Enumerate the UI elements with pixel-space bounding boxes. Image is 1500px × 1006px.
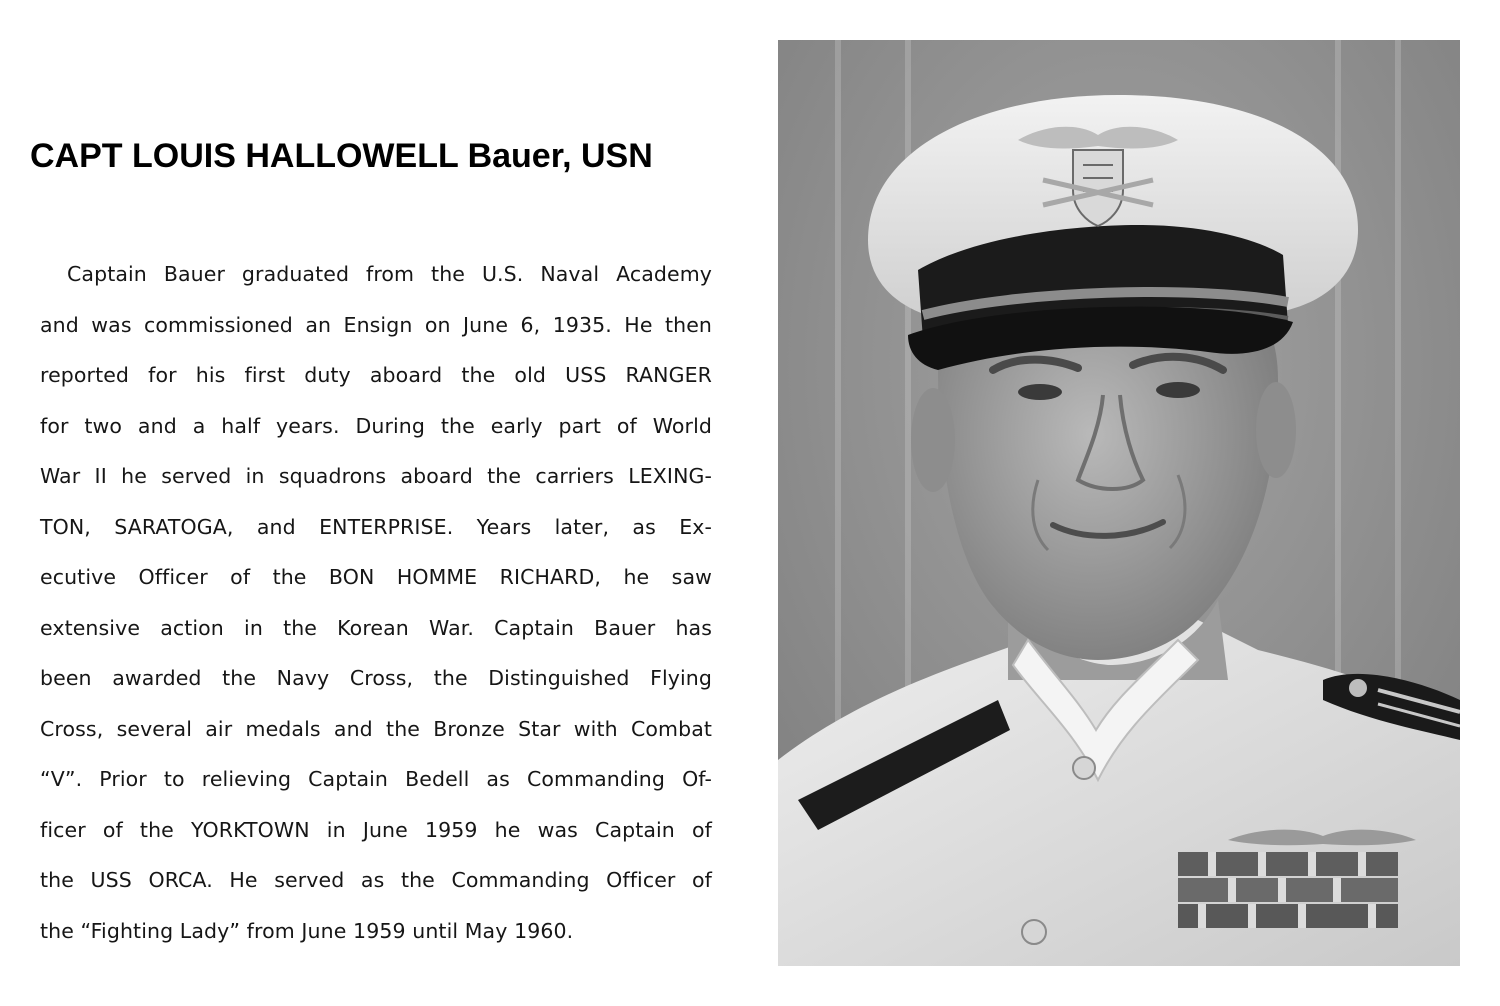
uniform-button [1022, 920, 1046, 944]
portrait-illustration [778, 40, 1460, 966]
page-title: CAPT LOUIS HALLOWELL Bauer, USN [30, 136, 653, 175]
bio-line: ficer of the YORKTOWN in June 1959 he was Captain of [40, 817, 712, 842]
bio-line: the USS ORCA. He served as the Commanding Officer of [40, 868, 712, 892]
bio-line: extensive action in the Korean War. Captain Bauer has [40, 615, 712, 640]
bio-line: been awarded the Navy Cross, the Distinguished Flying [40, 666, 712, 690]
right-eye [1156, 382, 1200, 398]
bio-line: TON, SARATOGA, and ENTERPRISE. Years later, as Ex- [40, 514, 712, 539]
uniform-button [1073, 757, 1095, 779]
officer-portrait-photo [778, 40, 1460, 966]
bio-line: War II he served in squadrons aboard the carriers LEXING- [40, 464, 712, 488]
bio-line: the “Fighting Lady” from June 1959 until May 1960. [40, 918, 574, 943]
bio-line: for two and a half years. During the early part of World [40, 413, 712, 438]
bio-line: ecutive Officer of the BON HOMME RICHARD, he saw [40, 565, 712, 589]
shoulder-star [1349, 679, 1367, 697]
left-ear [911, 388, 955, 492]
bio-line: reported for his first duty aboard the old USS RANGER [40, 363, 712, 387]
left-eye [1018, 384, 1062, 400]
bio-line: and was commissioned an Ensign on June 6, 1935. He then [40, 312, 712, 337]
biography-text [40, 254, 712, 961]
bio-line: Captain Bauer graduated from the U.S. Naval Academy [67, 262, 712, 286]
bio-line: “V”. Prior to relieving Captain Bedell as Commanding Of- [40, 767, 712, 791]
ribbon-rack [1178, 852, 1398, 928]
bio-line: Cross, several air medals and the Bronze Star with Combat [40, 716, 712, 741]
right-ear [1256, 382, 1296, 478]
